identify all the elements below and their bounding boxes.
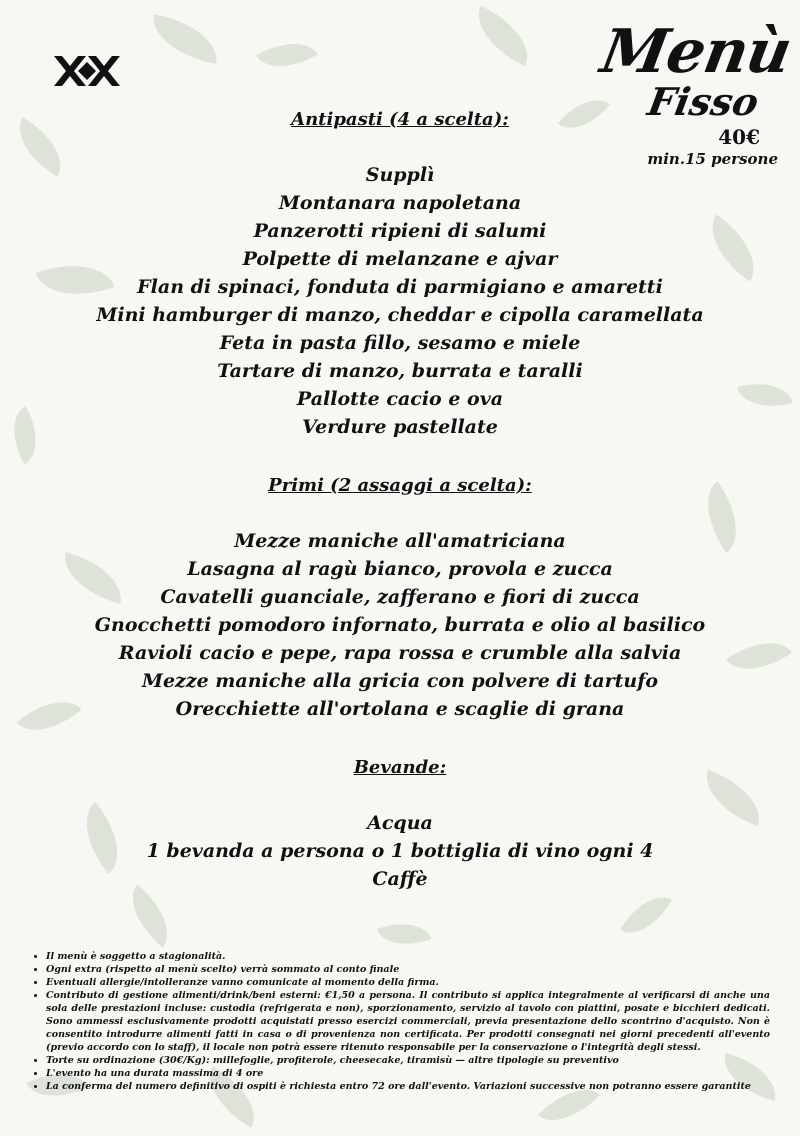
note-item: • Il menù è soggetto a stagionalità. xyxy=(46,950,770,963)
note-item: • Eventuali allergie/intolleranze vanno comunicate al momento della firma. xyxy=(46,976,770,989)
section-bevande xyxy=(0,753,800,893)
section-title: Bevande: xyxy=(353,757,447,778)
menu-subtitle: Fisso xyxy=(644,79,763,124)
section-primi xyxy=(0,471,800,723)
section-title: Primi (2 assaggi a scelta): xyxy=(268,475,532,496)
menu-item: Mini hamburger di manzo, cheddar e cipolla caramellata xyxy=(96,304,704,326)
menu-item: Mezze maniche all'amatriciana xyxy=(234,530,566,552)
menu-item: Mezze maniche alla gricia con polvere di tartufo xyxy=(141,670,659,692)
note-item: • Ogni extra (rispetto al menù scelto) verrà sommato al conto finale xyxy=(46,963,770,976)
section-antipasti xyxy=(0,105,800,441)
menu-item: Panzerotti ripieni di salumi xyxy=(253,220,547,242)
xox-logo-icon xyxy=(52,54,122,88)
menu-item: Feta in pasta fillo, sesamo e miele xyxy=(219,332,581,354)
note-item: • L'evento ha una durata massima di 4 ore xyxy=(46,1067,770,1080)
menu-price: 40€ xyxy=(718,125,760,149)
menu-item: Verdure pastellate xyxy=(302,416,498,438)
menu-item: Supplì xyxy=(365,164,435,186)
note-item: • Contributo di gestione alimenti/drink/beni esterni: €1,50 a persona. Il contributo si applica integralmente al verificarsi di anche una sola delle prestazioni incluse: custodia (refrigerata e non), sporzionamento, servizio al tavolo con piattini, posate e bicchieri dedicati. Sono ammessi esclusivamente prodotti acquistati presso esercizi commerciali, previa presentazione dello scontrino d'acquisto. Non è consentito introdurre alimenti fatti in casa o di provenienza non certificata. Per prodotti consegnati nei giorni precedenti all'evento (previo accordo con lo staff), il locale non potrà essere ritenuto responsabile per la conservazione o l'integrità degli stessi. xyxy=(46,989,770,1054)
menu-item: Acqua xyxy=(367,812,433,834)
menu-item: Caffè xyxy=(372,868,428,890)
min-people: min.15 persone xyxy=(647,150,778,168)
menu-item: Orecchiette all'ortolana e scaglie di grana xyxy=(175,698,625,720)
menu-item: Cavatelli guanciale, zafferano e fiori di zucca xyxy=(160,586,640,608)
note-item: • La conferma del numero definitivo di ospiti è richiesta entro 72 ore dall'evento. Variazioni successive non potranno essere garantite xyxy=(46,1080,770,1093)
menu-item: Gnocchetti pomodoro infornato, burrata e olio al basilico xyxy=(94,614,706,636)
menu-item: Polpette di melanzane e ajvar xyxy=(242,248,558,270)
menu-item: Flan di spinaci, fonduta di parmigiano e amaretti xyxy=(137,276,663,298)
menu-item: Tartare di manzo, burrata e taralli xyxy=(217,360,583,382)
menu-title: Menù xyxy=(595,17,797,87)
menu-item: Montanara napoletana xyxy=(278,192,522,214)
menu-body xyxy=(0,105,800,893)
section-title: Antipasti (4 a scelta): xyxy=(291,109,509,130)
menu-item: 1 bevanda a persona o 1 bottiglia di vino ogni 4 xyxy=(146,840,654,862)
menu-item: Pallotte cacio e ova xyxy=(296,388,504,410)
notes-list xyxy=(30,950,770,1093)
note-item: • Torte su ordinazione (30€/Kg): millefoglie, profiterole, cheesecake, tiramisù — altre tipologie su preventivo xyxy=(46,1054,770,1067)
menu-item: Lasagna al ragù bianco, provola e zucca xyxy=(187,558,613,580)
menu-item: Ravioli cacio e pepe, rapa rossa e crumble alla salvia xyxy=(118,642,682,664)
